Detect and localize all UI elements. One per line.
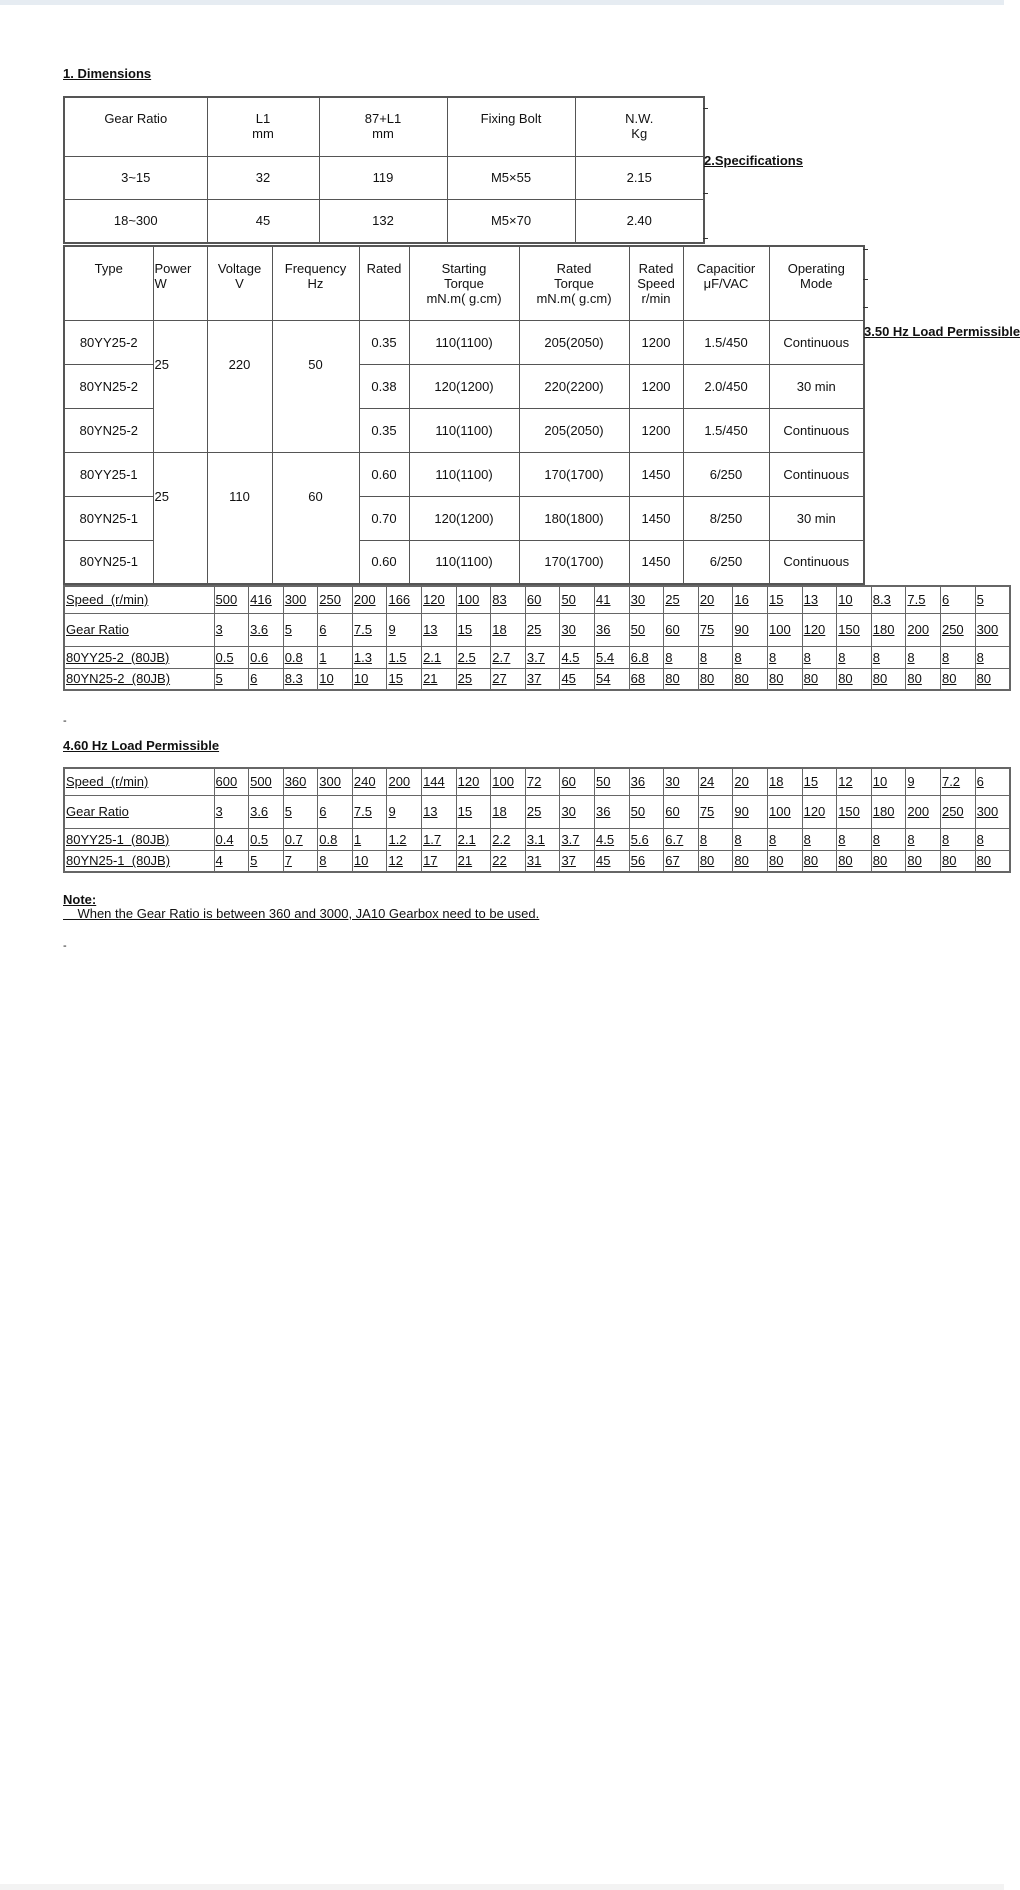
spec-value-cell: 1200 bbox=[629, 364, 683, 408]
load50-value-cell: 8 bbox=[768, 646, 803, 668]
load60-value-cell: 30 bbox=[664, 768, 699, 795]
load50-value-cell: 180 bbox=[871, 613, 906, 646]
note-title: Note: bbox=[63, 892, 97, 907]
load60-value-cell: 24 bbox=[698, 768, 733, 795]
specifications-header-cell: Rated Speed r/min bbox=[629, 246, 683, 320]
spec-type-cell: 80YN25-1 bbox=[64, 496, 153, 540]
dimensions-header-cell: Gear Ratio bbox=[64, 97, 207, 156]
load50-value-cell: 50 bbox=[560, 586, 595, 613]
load60-value-cell: 5 bbox=[283, 795, 318, 828]
spec-value-cell: 170(1700) bbox=[519, 452, 629, 496]
load60-value-cell: 3 bbox=[214, 795, 249, 828]
spec-value-cell: 0.70 bbox=[359, 496, 409, 540]
spec-value-cell: 205(2050) bbox=[519, 408, 629, 452]
load50-value-cell: 80 bbox=[837, 668, 872, 690]
spec-value-cell: 0.35 bbox=[359, 408, 409, 452]
top-border bbox=[0, 0, 1004, 5]
specifications-row bbox=[64, 452, 864, 496]
load50-value-cell: 68 bbox=[629, 668, 664, 690]
spec-value-cell: 120(1200) bbox=[409, 496, 519, 540]
dimensions-table bbox=[63, 96, 705, 244]
load60-value-cell: 80 bbox=[802, 850, 837, 872]
load60-value-cell: 300 bbox=[318, 768, 353, 795]
dimensions-header-cell: Fixing Bolt bbox=[447, 97, 575, 156]
load60-value-cell: 60 bbox=[664, 795, 699, 828]
load60-value-cell: 8 bbox=[871, 828, 906, 850]
load60-value-cell: 500 bbox=[249, 768, 284, 795]
note-text: When the Gear Ratio is between 360 and 3000, JA10 Gearbox need to be used. bbox=[63, 906, 540, 921]
load50-value-cell: 13 bbox=[422, 613, 457, 646]
load50-value-cell: 6 bbox=[249, 668, 284, 690]
load60-value-cell: 2.1 bbox=[456, 828, 491, 850]
load60-value-cell: 4.5 bbox=[595, 828, 630, 850]
load60-value-cell: 8 bbox=[906, 828, 941, 850]
load50-value-cell: 20 bbox=[698, 586, 733, 613]
load60-value-cell: 0.8 bbox=[318, 828, 353, 850]
load50-value-cell: 150 bbox=[837, 613, 872, 646]
load50-value-cell: 13 bbox=[802, 586, 837, 613]
spec-value-cell: 30 min bbox=[769, 496, 864, 540]
load50-value-cell: 120 bbox=[422, 586, 457, 613]
load50-value-cell: 166 bbox=[387, 586, 422, 613]
dimensions-row bbox=[64, 156, 704, 199]
dimensions-cell: M5×70 bbox=[447, 199, 575, 243]
load50-value-cell: 8 bbox=[733, 646, 768, 668]
load60-value-cell: 17 bbox=[422, 850, 457, 872]
spec-power-cell: 25 bbox=[153, 452, 207, 584]
table-tick bbox=[703, 193, 708, 194]
load60-value-cell: 7 bbox=[283, 850, 318, 872]
load60-row bbox=[64, 828, 1010, 850]
load60-value-cell: 10 bbox=[871, 768, 906, 795]
load50-value-cell: 120 bbox=[802, 613, 837, 646]
spec-value-cell: 205(2050) bbox=[519, 320, 629, 364]
load60-value-cell: 200 bbox=[387, 768, 422, 795]
specifications-heading: 2.Specifications bbox=[704, 153, 803, 168]
load60-value-cell: 2.2 bbox=[491, 828, 526, 850]
load50-row bbox=[64, 668, 1010, 690]
load60-value-cell: 0.7 bbox=[283, 828, 318, 850]
load50-value-cell: 8.3 bbox=[871, 586, 906, 613]
spec-value-cell: 110(1100) bbox=[409, 540, 519, 584]
load50-value-cell: 9 bbox=[387, 613, 422, 646]
specifications-header-cell: Operating Mode bbox=[769, 246, 864, 320]
load50-value-cell: 200 bbox=[352, 586, 387, 613]
spec-value-cell: 30 min bbox=[769, 364, 864, 408]
load60-value-cell: 12 bbox=[837, 768, 872, 795]
load50-value-cell: 8 bbox=[698, 646, 733, 668]
specifications-header-cell: Capacitior μF/VAC bbox=[683, 246, 769, 320]
load60-value-cell: 5.6 bbox=[629, 828, 664, 850]
load50-value-cell: 8 bbox=[871, 646, 906, 668]
load60-value-cell: 36 bbox=[595, 795, 630, 828]
load50-value-cell: 75 bbox=[698, 613, 733, 646]
load60-value-cell: 6 bbox=[975, 768, 1010, 795]
spec-value-cell: 0.38 bbox=[359, 364, 409, 408]
load60-value-cell: 180 bbox=[871, 795, 906, 828]
load50-value-cell: 5 bbox=[975, 586, 1010, 613]
load50-value-cell: 25 bbox=[525, 613, 560, 646]
load60-value-cell: 1 bbox=[352, 828, 387, 850]
load50-value-cell: 416 bbox=[249, 586, 284, 613]
load60-value-cell: 80 bbox=[698, 850, 733, 872]
load60-value-cell: 5 bbox=[249, 850, 284, 872]
load60-value-cell: 7.5 bbox=[352, 795, 387, 828]
spec-voltage-cell: 220 bbox=[207, 320, 272, 452]
load60-value-cell: 8 bbox=[975, 828, 1010, 850]
load60-value-cell: 150 bbox=[837, 795, 872, 828]
load60-value-cell: 60 bbox=[560, 768, 595, 795]
spec-value-cell: 220(2200) bbox=[519, 364, 629, 408]
dimensions-cell: M5×55 bbox=[447, 156, 575, 199]
load50-value-cell: 0.6 bbox=[249, 646, 284, 668]
load60-label-cell: Speed (r/min) bbox=[64, 768, 214, 795]
spec-value-cell: 1200 bbox=[629, 320, 683, 364]
load60-value-cell: 18 bbox=[491, 795, 526, 828]
spec-type-cell: 80YN25-2 bbox=[64, 364, 153, 408]
load60-value-cell: 80 bbox=[768, 850, 803, 872]
load50-value-cell: 8 bbox=[802, 646, 837, 668]
spec-type-cell: 80YN25-2 bbox=[64, 408, 153, 452]
spec-value-cell: 1.5/450 bbox=[683, 320, 769, 364]
load60-value-cell: 10 bbox=[352, 850, 387, 872]
spec-value-cell: 6/250 bbox=[683, 452, 769, 496]
load50-value-cell: 2.1 bbox=[422, 646, 457, 668]
spec-frequency-cell: 60 bbox=[272, 452, 359, 584]
spec-value-cell: 0.35 bbox=[359, 320, 409, 364]
load60-value-cell: 360 bbox=[283, 768, 318, 795]
spec-value-cell: 110(1100) bbox=[409, 408, 519, 452]
load60-value-cell: 20 bbox=[733, 768, 768, 795]
load50-value-cell: 27 bbox=[491, 668, 526, 690]
spec-value-cell: 1450 bbox=[629, 496, 683, 540]
load60-value-cell: 50 bbox=[595, 768, 630, 795]
specifications-header-cell: Voltage V bbox=[207, 246, 272, 320]
load50-value-cell: 100 bbox=[768, 613, 803, 646]
load60-value-cell: 300 bbox=[975, 795, 1010, 828]
load60-value-cell: 15 bbox=[456, 795, 491, 828]
spec-value-cell: 1.5/450 bbox=[683, 408, 769, 452]
load50-value-cell: 25 bbox=[664, 586, 699, 613]
table-tick bbox=[863, 279, 868, 280]
spec-value-cell: Continuous bbox=[769, 540, 864, 584]
load60-value-cell: 80 bbox=[733, 850, 768, 872]
spec-value-cell: 110(1100) bbox=[409, 452, 519, 496]
load50-value-cell: 300 bbox=[975, 613, 1010, 646]
load60-row bbox=[64, 768, 1010, 795]
load50-value-cell: 5 bbox=[214, 668, 249, 690]
load50-value-cell: 80 bbox=[975, 668, 1010, 690]
load60-row bbox=[64, 795, 1010, 828]
load50-value-cell: 0.5 bbox=[214, 646, 249, 668]
load50-value-cell: 45 bbox=[560, 668, 595, 690]
load50-value-cell: 16 bbox=[733, 586, 768, 613]
load50-value-cell: 21 bbox=[422, 668, 457, 690]
load50-value-cell: 83 bbox=[491, 586, 526, 613]
spec-value-cell: 110(1100) bbox=[409, 320, 519, 364]
dimensions-row bbox=[64, 199, 704, 243]
load50-value-cell: 0.8 bbox=[283, 646, 318, 668]
load60-value-cell: 8 bbox=[837, 828, 872, 850]
spec-value-cell: 0.60 bbox=[359, 540, 409, 584]
bottom-border bbox=[0, 1884, 1004, 1890]
load50-value-cell: 100 bbox=[456, 586, 491, 613]
load50-value-cell: 7.5 bbox=[352, 613, 387, 646]
load50-label-cell: 80YY25-2 (80JB) bbox=[64, 646, 214, 668]
spec-value-cell: 0.60 bbox=[359, 452, 409, 496]
spec-value-cell: 6/250 bbox=[683, 540, 769, 584]
spec-value-cell: Continuous bbox=[769, 408, 864, 452]
load50-value-cell: 3.6 bbox=[249, 613, 284, 646]
load50-value-cell: 3 bbox=[214, 613, 249, 646]
load50-row bbox=[64, 646, 1010, 668]
load60-value-cell: 22 bbox=[491, 850, 526, 872]
dimensions-cell: 2.15 bbox=[575, 156, 704, 199]
load50-value-cell: 60 bbox=[525, 586, 560, 613]
load50-value-cell: 80 bbox=[802, 668, 837, 690]
load50-value-cell: 2.7 bbox=[491, 646, 526, 668]
load60-value-cell: 240 bbox=[352, 768, 387, 795]
load60-value-cell: 31 bbox=[525, 850, 560, 872]
load60-value-cell: 12 bbox=[387, 850, 422, 872]
dimensions-cell: 3~15 bbox=[64, 156, 207, 199]
load60-value-cell: 72 bbox=[525, 768, 560, 795]
spec-value-cell: 1450 bbox=[629, 452, 683, 496]
load60-value-cell: 30 bbox=[560, 795, 595, 828]
load60-value-cell: 3.7 bbox=[560, 828, 595, 850]
load50-value-cell: 5.4 bbox=[595, 646, 630, 668]
dimensions-cell: 32 bbox=[207, 156, 319, 199]
load60-value-cell: 9 bbox=[906, 768, 941, 795]
load60-value-cell: 7.2 bbox=[940, 768, 975, 795]
load50-value-cell: 37 bbox=[525, 668, 560, 690]
dimensions-cell: 18~300 bbox=[64, 199, 207, 243]
spec-value-cell: 1450 bbox=[629, 540, 683, 584]
load50-value-cell: 25 bbox=[456, 668, 491, 690]
load60-value-cell: 0.5 bbox=[249, 828, 284, 850]
load50-value-cell: 8 bbox=[837, 646, 872, 668]
load50-value-cell: 50 bbox=[629, 613, 664, 646]
load60-value-cell: 8 bbox=[733, 828, 768, 850]
load50-value-cell: 30 bbox=[629, 586, 664, 613]
spec-value-cell: 120(1200) bbox=[409, 364, 519, 408]
load60-value-cell: 6 bbox=[318, 795, 353, 828]
load50-value-cell: 7.5 bbox=[906, 586, 941, 613]
load50-value-cell: 80 bbox=[871, 668, 906, 690]
load60-table bbox=[63, 767, 1011, 873]
load50-row bbox=[64, 586, 1010, 613]
load50-value-cell: 6 bbox=[318, 613, 353, 646]
load50-value-cell: 5 bbox=[283, 613, 318, 646]
load50-label-cell: Speed (r/min) bbox=[64, 586, 214, 613]
load50-value-cell: 10 bbox=[318, 668, 353, 690]
spec-type-cell: 80YN25-1 bbox=[64, 540, 153, 584]
specifications-header-cell: Power W bbox=[153, 246, 207, 320]
load50-value-cell: 2.5 bbox=[456, 646, 491, 668]
load50-value-cell: 4.5 bbox=[560, 646, 595, 668]
load50-value-cell: 80 bbox=[664, 668, 699, 690]
load60-value-cell: 250 bbox=[940, 795, 975, 828]
load60-value-cell: 25 bbox=[525, 795, 560, 828]
load50-label-cell: Gear Ratio bbox=[64, 613, 214, 646]
load60-value-cell: 0.4 bbox=[214, 828, 249, 850]
dimensions-header-cell: L1 mm bbox=[207, 97, 319, 156]
load50-value-cell: 80 bbox=[698, 668, 733, 690]
load50-value-cell: 6.8 bbox=[629, 646, 664, 668]
load50-value-cell: 8 bbox=[940, 646, 975, 668]
load50-value-cell: 500 bbox=[214, 586, 249, 613]
load50-table bbox=[63, 585, 1011, 691]
specifications-row bbox=[64, 320, 864, 364]
load60-row bbox=[64, 850, 1010, 872]
load60-value-cell: 1.7 bbox=[422, 828, 457, 850]
dimensions-header-row bbox=[64, 97, 704, 156]
dimensions-cell: 132 bbox=[319, 199, 447, 243]
load60-value-cell: 100 bbox=[491, 768, 526, 795]
load60-value-cell: 1.2 bbox=[387, 828, 422, 850]
load60-value-cell: 600 bbox=[214, 768, 249, 795]
load50-value-cell: 18 bbox=[491, 613, 526, 646]
spec-value-cell: 1200 bbox=[629, 408, 683, 452]
dimensions-cell: 119 bbox=[319, 156, 447, 199]
spec-type-cell: 80YY25-1 bbox=[64, 452, 153, 496]
spec-value-cell: 180(1800) bbox=[519, 496, 629, 540]
load60-value-cell: 15 bbox=[802, 768, 837, 795]
load60-value-cell: 120 bbox=[456, 768, 491, 795]
load60-value-cell: 80 bbox=[940, 850, 975, 872]
load50-value-cell: 3.7 bbox=[525, 646, 560, 668]
load50-value-cell: 80 bbox=[906, 668, 941, 690]
load50-value-cell: 1.3 bbox=[352, 646, 387, 668]
specifications-header-cell: Type bbox=[64, 246, 153, 320]
spec-value-cell: 8/250 bbox=[683, 496, 769, 540]
load50-value-cell: 10 bbox=[352, 668, 387, 690]
load50-value-cell: 80 bbox=[733, 668, 768, 690]
specifications-header-cell: Frequency Hz bbox=[272, 246, 359, 320]
load50-value-cell: 10 bbox=[837, 586, 872, 613]
specifications-header-cell: Rated Torque mN.m( g.cm) bbox=[519, 246, 629, 320]
load50-value-cell: 1 bbox=[318, 646, 353, 668]
spec-value-cell: Continuous bbox=[769, 452, 864, 496]
load60-value-cell: 56 bbox=[629, 850, 664, 872]
load60-value-cell: 67 bbox=[664, 850, 699, 872]
load50-value-cell: 80 bbox=[940, 668, 975, 690]
load60-value-cell: 120 bbox=[802, 795, 837, 828]
load60-label-cell: Gear Ratio bbox=[64, 795, 214, 828]
spec-value-cell: 2.0/450 bbox=[683, 364, 769, 408]
load50-heading: 3.50 Hz Load Permissible bbox=[864, 324, 1020, 339]
load50-value-cell: 80 bbox=[768, 668, 803, 690]
load50-value-cell: 36 bbox=[595, 613, 630, 646]
spec-voltage-cell: 110 bbox=[207, 452, 272, 584]
load60-value-cell: 4 bbox=[214, 850, 249, 872]
load50-value-cell: 15 bbox=[387, 668, 422, 690]
load60-value-cell: 80 bbox=[871, 850, 906, 872]
load60-heading: 4.60 Hz Load Permissible bbox=[63, 738, 220, 753]
load50-value-cell: 90 bbox=[733, 613, 768, 646]
spec-value-cell: Continuous bbox=[769, 320, 864, 364]
dimensions-header-cell: N.W. Kg bbox=[575, 97, 704, 156]
load60-value-cell: 36 bbox=[629, 768, 664, 795]
dash-mark: - bbox=[63, 715, 67, 727]
load60-value-cell: 13 bbox=[422, 795, 457, 828]
load50-value-cell: 8 bbox=[975, 646, 1010, 668]
spec-power-cell: 25 bbox=[153, 320, 207, 452]
specifications-header-cell: Starting Torque mN.m( g.cm) bbox=[409, 246, 519, 320]
load60-value-cell: 18 bbox=[768, 768, 803, 795]
load60-label-cell: 80YY25-1 (80JB) bbox=[64, 828, 214, 850]
load50-label-cell: 80YN25-2 (80JB) bbox=[64, 668, 214, 690]
load60-value-cell: 9 bbox=[387, 795, 422, 828]
load50-value-cell: 250 bbox=[940, 613, 975, 646]
load60-value-cell: 3.6 bbox=[249, 795, 284, 828]
load60-value-cell: 8 bbox=[940, 828, 975, 850]
load60-value-cell: 144 bbox=[422, 768, 457, 795]
spec-frequency-cell: 50 bbox=[272, 320, 359, 452]
spec-type-cell: 80YY25-2 bbox=[64, 320, 153, 364]
load60-value-cell: 90 bbox=[733, 795, 768, 828]
load50-row bbox=[64, 613, 1010, 646]
dimensions-cell: 45 bbox=[207, 199, 319, 243]
spec-value-cell: 170(1700) bbox=[519, 540, 629, 584]
load50-value-cell: 200 bbox=[906, 613, 941, 646]
load60-value-cell: 80 bbox=[906, 850, 941, 872]
load60-value-cell: 8 bbox=[318, 850, 353, 872]
load50-value-cell: 41 bbox=[595, 586, 630, 613]
load60-value-cell: 80 bbox=[837, 850, 872, 872]
table-tick bbox=[863, 249, 868, 250]
load50-value-cell: 15 bbox=[456, 613, 491, 646]
load50-value-cell: 300 bbox=[283, 586, 318, 613]
load60-value-cell: 6.7 bbox=[664, 828, 699, 850]
load60-value-cell: 8 bbox=[768, 828, 803, 850]
load60-value-cell: 75 bbox=[698, 795, 733, 828]
load60-value-cell: 37 bbox=[560, 850, 595, 872]
table-tick bbox=[703, 238, 708, 239]
load60-value-cell: 21 bbox=[456, 850, 491, 872]
load50-value-cell: 54 bbox=[595, 668, 630, 690]
dimensions-cell: 2.40 bbox=[575, 199, 704, 243]
specifications-table bbox=[63, 245, 865, 585]
load50-value-cell: 8 bbox=[664, 646, 699, 668]
load50-value-cell: 8.3 bbox=[283, 668, 318, 690]
load50-value-cell: 1.5 bbox=[387, 646, 422, 668]
load60-label-cell: 80YN25-1 (80JB) bbox=[64, 850, 214, 872]
load50-value-cell: 60 bbox=[664, 613, 699, 646]
load50-value-cell: 15 bbox=[768, 586, 803, 613]
table-tick bbox=[703, 108, 708, 109]
load60-value-cell: 50 bbox=[629, 795, 664, 828]
load50-value-cell: 250 bbox=[318, 586, 353, 613]
specifications-header-row bbox=[64, 246, 864, 320]
load60-value-cell: 8 bbox=[698, 828, 733, 850]
load60-value-cell: 45 bbox=[595, 850, 630, 872]
load60-value-cell: 3.1 bbox=[525, 828, 560, 850]
dash-mark: - bbox=[63, 940, 67, 952]
load50-value-cell: 6 bbox=[940, 586, 975, 613]
specifications-header-cell: Rated bbox=[359, 246, 409, 320]
table-tick bbox=[863, 307, 868, 308]
dimensions-header-cell: 87+L1 mm bbox=[319, 97, 447, 156]
load60-value-cell: 8 bbox=[802, 828, 837, 850]
dimensions-heading: 1. Dimensions bbox=[63, 66, 152, 81]
load60-value-cell: 80 bbox=[975, 850, 1010, 872]
load50-value-cell: 8 bbox=[906, 646, 941, 668]
load60-value-cell: 200 bbox=[906, 795, 941, 828]
load50-value-cell: 30 bbox=[560, 613, 595, 646]
load60-value-cell: 100 bbox=[768, 795, 803, 828]
